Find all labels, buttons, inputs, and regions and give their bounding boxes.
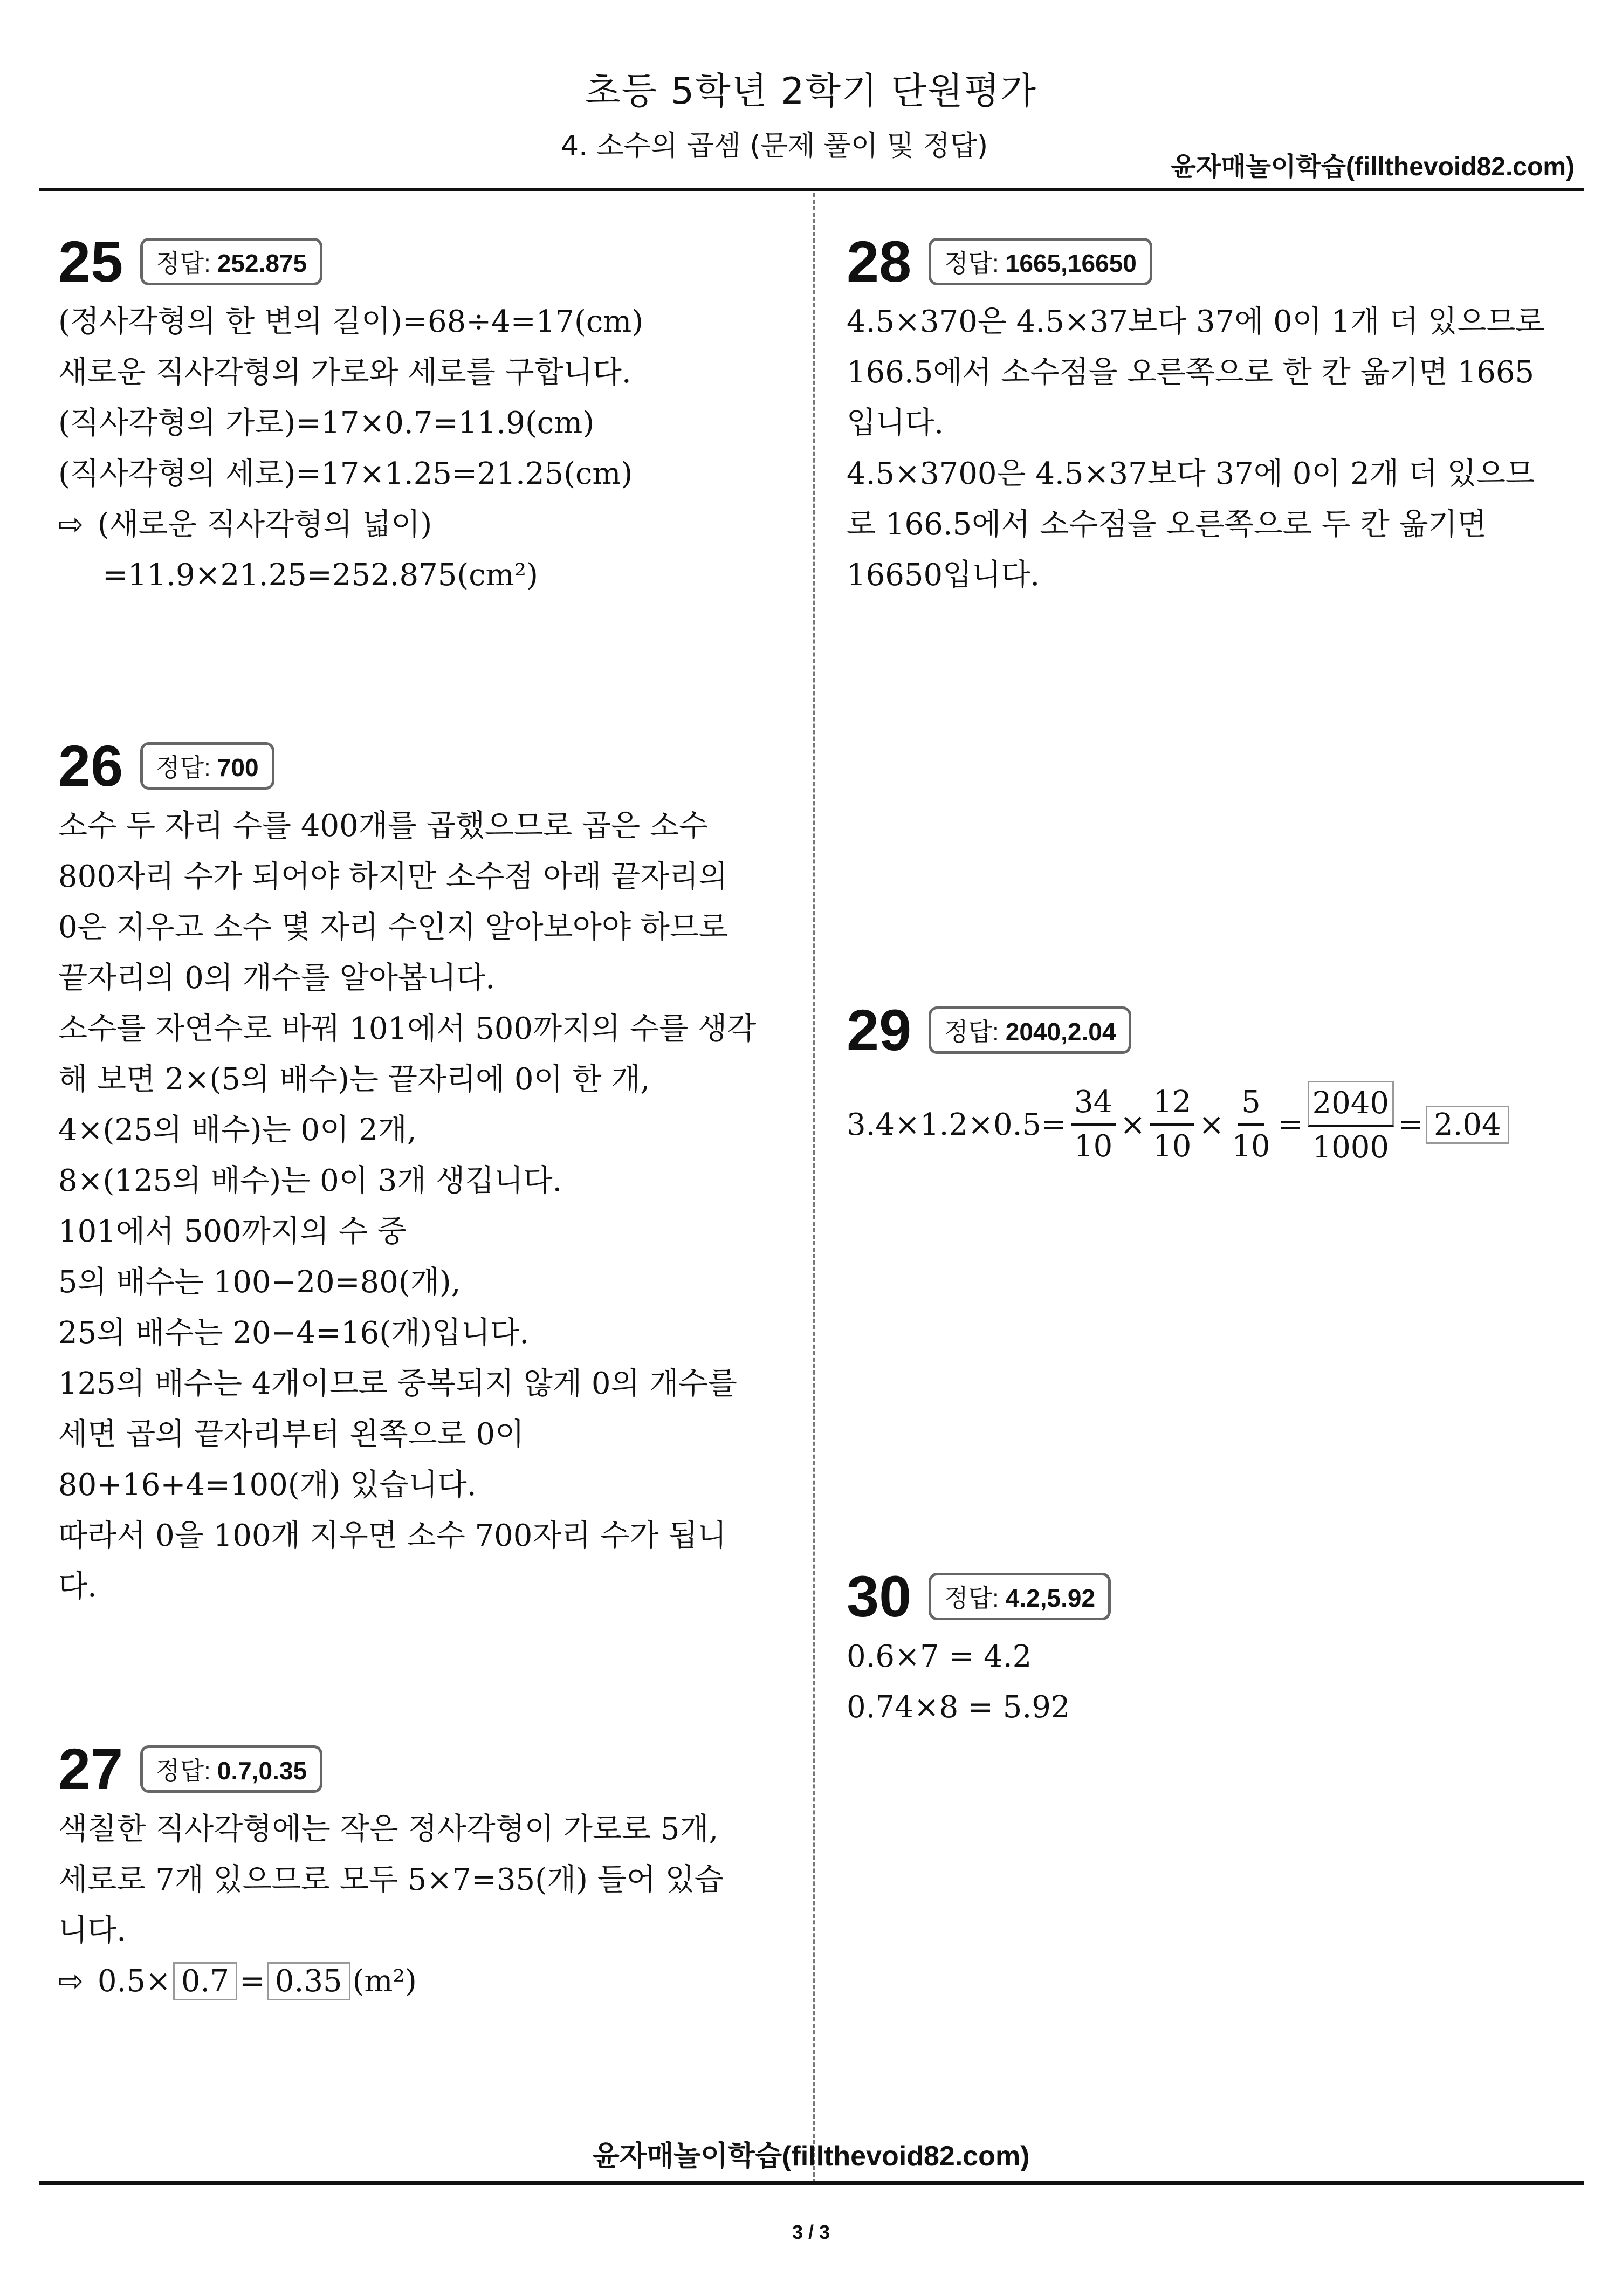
solution-line: 800자리 수가 되어야 하지만 소수점 아래 끝자리의 (58, 859, 728, 894)
solution-line: 색칠한 직사각형에는 작은 정사각형이 가로로 5개, (58, 1812, 719, 1847)
boxed-answer: 2.04 (1426, 1106, 1509, 1144)
solution-line (58, 499, 643, 550)
answer-box (140, 1745, 322, 1793)
solution-line: 따라서 0을 100개 지우면 소수 700자리 수가 됩니 (58, 1518, 727, 1553)
equals-sign: = (1398, 1107, 1424, 1142)
denominator: 10 (1074, 1129, 1113, 1164)
boxed-answer: 0.7 (173, 1962, 237, 2000)
equation-unit: (m²) (352, 1964, 417, 1999)
numerator: 2040 (1308, 1081, 1394, 1127)
solution-line: 새로운 직사각형의 가로와 세로를 구합니다. (58, 355, 631, 390)
solution-line: 해 보면 2×(5의 배수)는 끝자리에 0이 한 개, (58, 1062, 650, 1097)
problem-number: 30 (847, 1564, 912, 1629)
times-sign: × (1199, 1107, 1225, 1142)
page-subtitle: 4. 소수의 곱셈 (문제 풀이 및 정답) (561, 130, 988, 162)
equation-start: 3.4×1.2×0.5= (847, 1107, 1067, 1142)
answer-value: 0.7,0.35 (217, 1757, 307, 1785)
times-sign: × (1120, 1107, 1146, 1142)
solution-line: 16650입니다. (847, 558, 1040, 593)
answer-label: 정답: (944, 249, 999, 277)
page-title: 초등 5학년 2학기 단원평가 (585, 70, 1037, 113)
answer-label: 정답: (156, 249, 211, 277)
denominator: 10 (1153, 1129, 1192, 1164)
site-credit-bottom: 윤자매놀이학습(fillthevoid82.com) (592, 2141, 1030, 2172)
problem-27 (58, 1734, 724, 2007)
answer-value: 700 (217, 753, 259, 782)
solution-line: 5의 배수는 100−20=80(개), (58, 1265, 461, 1300)
problem-number: 28 (847, 229, 912, 294)
answer-value: 2040,2.04 (1005, 1018, 1116, 1046)
solution-line: (정사각형의 한 변의 길이)=68÷4=17(cm) (58, 304, 644, 339)
solution-line: 4.5×370은 4.5×37보다 37에 0이 1개 더 있으므로 (847, 304, 1545, 339)
solution-line: =11.9×21.25=252.875(cm²) (102, 558, 538, 593)
answer-value: 1665,16650 (1005, 249, 1137, 277)
solution-line: (직사각형의 세로)=17×1.25=21.25(cm) (58, 456, 633, 491)
site-credit-top: 윤자매놀이학습(fillthevoid82.com) (1171, 153, 1575, 181)
answer-box (929, 238, 1152, 285)
problem-30 (847, 1561, 1111, 1733)
header-rule (39, 188, 1584, 191)
solution-line: 80+16+4=100(개) 있습니다. (58, 1468, 477, 1503)
solution-line: 101에서 500까지의 수 중 (58, 1214, 407, 1249)
fraction-equation (847, 1065, 1511, 1184)
equation-line (58, 1956, 724, 2007)
solution-line: 세로로 7개 있으므로 모두 5×7=35(개) 들어 있습 (58, 1862, 724, 1897)
numerator: 12 (1150, 1081, 1194, 1126)
page-number: 3 / 3 (792, 2221, 830, 2243)
problem-number: 29 (847, 997, 912, 1063)
solution-line: 125의 배수는 4개이므로 중복되지 않게 0의 개수를 (58, 1366, 737, 1401)
answer-label: 정답: (944, 1584, 999, 1612)
solution-line: 0.74×8 = 5.92 (847, 1690, 1070, 1725)
solution-line: 끝자리의 0의 개수를 알아봅니다. (58, 961, 496, 996)
denominator: 1000 (1312, 1129, 1390, 1165)
fraction (1071, 1081, 1116, 1168)
answer-label: 정답: (156, 1757, 211, 1785)
problem-29 (847, 995, 1511, 1184)
solution-text: (새로운 직사각형의 넓이) (97, 507, 432, 542)
arrow-icon: ⇨ (58, 1964, 84, 1999)
fraction (1150, 1081, 1194, 1168)
numerator: 5 (1238, 1081, 1264, 1126)
problem-25 (58, 227, 643, 601)
solution-line: 세면 곱의 끝자리부터 왼쪽으로 0이 (58, 1417, 525, 1452)
problem-26 (58, 731, 756, 1612)
fraction (1308, 1081, 1394, 1169)
equation-start: 0.5× (97, 1964, 171, 1999)
numerator: 34 (1071, 1081, 1116, 1126)
solution-line: 166.5에서 소수점을 오른쪽으로 한 칸 옮기면 1665 (847, 355, 1535, 390)
answer-value: 252.875 (217, 249, 307, 277)
answer-box (140, 742, 274, 790)
arrow-icon: ⇨ (58, 507, 84, 542)
answer-box (140, 238, 322, 285)
denominator: 10 (1232, 1129, 1270, 1164)
solution-line: 소수 두 자리 수를 400개를 곱했으므로 곱은 소수 (58, 808, 709, 844)
answer-value: 4.2,5.92 (1005, 1584, 1096, 1612)
column-divider (813, 193, 815, 2183)
footer-rule (39, 2181, 1584, 2185)
solution-line: 8×(125의 배수)는 0이 3개 생깁니다. (58, 1163, 562, 1198)
problem-number: 26 (58, 733, 123, 798)
solution-line: 입니다. (847, 406, 944, 441)
answer-box (929, 1573, 1111, 1620)
solution-line: 소수를 자연수로 바꿔 101에서 500까지의 수를 생각 (58, 1011, 757, 1046)
solution-line: 다. (58, 1569, 97, 1604)
solution-line: 0.6×7 = 4.2 (847, 1639, 1032, 1674)
problem-number: 25 (58, 229, 123, 294)
solution-line: 로 166.5에서 소수점을 오른쪽으로 두 칸 옮기면 (847, 507, 1487, 542)
solution-line: (직사각형의 가로)=17×0.7=11.9(cm) (58, 406, 595, 441)
fraction (1228, 1081, 1273, 1168)
answer-label: 정답: (156, 753, 211, 782)
solution-line: 4×(25의 배수)는 0이 2개, (58, 1113, 417, 1148)
answer-label: 정답: (944, 1018, 999, 1046)
problem-28 (847, 227, 1544, 601)
solution-line: 4.5×3700은 4.5×37보다 37에 0이 2개 더 있으므 (847, 456, 1535, 491)
solution-line: 니다. (58, 1913, 126, 1948)
equals-sign: = (239, 1964, 265, 1999)
equals-sign: = (1277, 1107, 1303, 1142)
boxed-answer: 0.35 (267, 1962, 350, 2000)
answer-box (929, 1006, 1131, 1054)
solution-line: 25의 배수는 20−4=16(개)입니다. (58, 1315, 530, 1351)
problem-number: 27 (58, 1736, 123, 1801)
solution-line: 0은 지우고 소수 몇 자리 수인지 알아보아야 하므로 (58, 910, 728, 945)
